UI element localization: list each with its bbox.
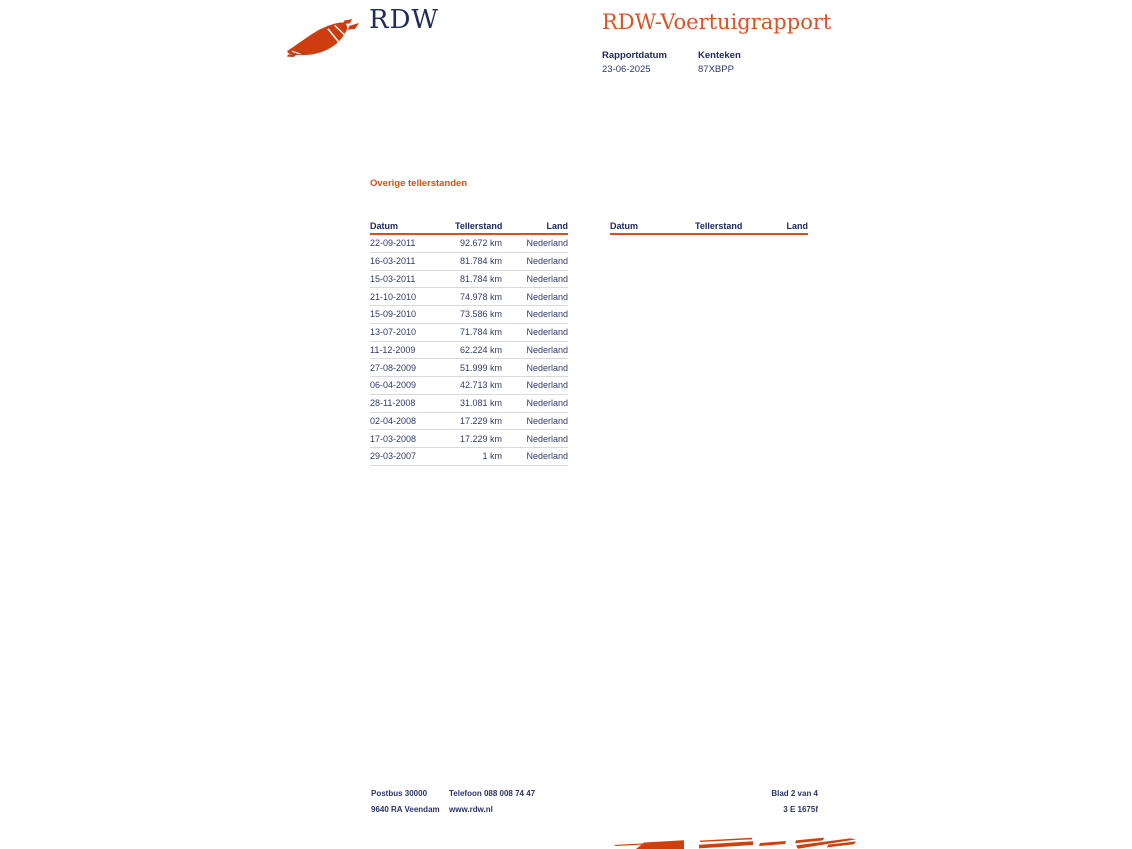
country-cell: Nederland	[526, 398, 568, 409]
odometer-cell: 1 km	[482, 451, 502, 462]
column-header-datum: Datum	[370, 221, 399, 231]
column-header-tellerstand: Tellerstand	[455, 221, 503, 231]
footer-phone: Telefoon 088 008 74 47	[449, 789, 536, 798]
table-row	[370, 413, 568, 431]
table-row	[370, 395, 568, 413]
date-cell: 29-03-2007	[370, 451, 417, 462]
table-body	[370, 235, 568, 466]
country-cell: Nederland	[526, 238, 568, 249]
odometer-cell: 17.229 km	[459, 433, 502, 444]
footer-address-line2: 9640 RA Veendam	[371, 805, 440, 814]
section-heading-overige-tellerstanden: Overige tellerstanden	[370, 178, 468, 189]
odometer-cell: 31.081 km	[459, 398, 502, 409]
table-header-row	[370, 217, 568, 235]
column-header-land: Land	[546, 221, 568, 231]
date-cell: 11-12-2009	[370, 344, 416, 355]
odometer-cell: 17.229 km	[459, 415, 502, 426]
date-cell: 13-07-2010	[370, 327, 417, 338]
table-row	[370, 430, 568, 448]
footer-form-code: 3 E 1675f	[783, 805, 818, 814]
odometer-cell: 51.999 km	[459, 362, 502, 373]
date-cell: 27-08-2009	[370, 362, 417, 373]
date-cell: 22-09-2011	[370, 238, 416, 249]
table-header-row	[610, 217, 808, 235]
footer-address-line1: Postbus 30000	[371, 789, 428, 798]
rdw-wordmark: RDW	[369, 5, 440, 35]
date-cell: 21-10-2010	[370, 291, 417, 302]
rdw-wing-graphic-bottom-icon	[600, 836, 870, 849]
odometer-cell: 74.978 km	[459, 291, 502, 302]
table-row	[370, 306, 568, 324]
country-cell: Nederland	[526, 291, 568, 302]
table-row	[370, 324, 568, 342]
country-cell: Nederland	[526, 327, 568, 338]
license-plate-label: Kenteken	[698, 50, 741, 61]
odometer-cell: 71.784 km	[459, 327, 502, 338]
country-cell: Nederland	[526, 344, 568, 355]
table-row	[370, 288, 568, 306]
column-header-land: Land	[786, 221, 808, 231]
report-date-label: Rapportdatum	[602, 50, 667, 61]
odometer-table-left	[370, 217, 568, 466]
table-row	[370, 271, 568, 289]
rdw-wing-logo-icon	[286, 19, 360, 62]
country-cell: Nederland	[526, 273, 568, 284]
country-cell: Nederland	[526, 415, 568, 426]
table-row	[370, 235, 568, 253]
odometer-cell: 81.784 km	[459, 256, 502, 267]
country-cell: Nederland	[526, 433, 568, 444]
country-cell: Nederland	[526, 256, 568, 267]
country-cell: Nederland	[526, 380, 568, 391]
footer-website: www.rdw.nl	[449, 805, 493, 814]
date-cell: 15-09-2010	[370, 309, 417, 320]
footer-page-number: Blad 2 van 4	[771, 789, 818, 798]
table-row	[370, 359, 568, 377]
table-row	[370, 342, 568, 360]
column-header-datum: Datum	[610, 221, 639, 231]
odometer-cell: 42.713 km	[459, 380, 502, 391]
odometer-cell: 81.784 km	[459, 273, 502, 284]
country-cell: Nederland	[526, 451, 568, 462]
country-cell: Nederland	[526, 362, 568, 373]
odometer-cell: 92.672 km	[459, 238, 502, 249]
table-row	[370, 448, 568, 466]
date-cell: 28-11-2008	[370, 398, 416, 409]
page-title: RDW-Voertuigrapport	[602, 10, 832, 34]
date-cell: 06-04-2009	[370, 380, 417, 391]
date-cell: 16-03-2011	[370, 256, 416, 267]
date-cell: 15-03-2011	[370, 273, 416, 284]
report-date-value: 23-06-2025	[602, 64, 651, 75]
odometer-cell: 73.586 km	[459, 309, 502, 320]
odometer-cell: 62.224 km	[459, 344, 502, 355]
license-plate-value: 87XBPP	[698, 64, 734, 75]
date-cell: 17-03-2008	[370, 433, 417, 444]
odometer-table-right	[610, 217, 808, 235]
country-cell: Nederland	[526, 309, 568, 320]
table-row	[370, 377, 568, 395]
date-cell: 02-04-2008	[370, 415, 417, 426]
column-header-tellerstand: Tellerstand	[695, 221, 743, 231]
table-row	[370, 253, 568, 271]
